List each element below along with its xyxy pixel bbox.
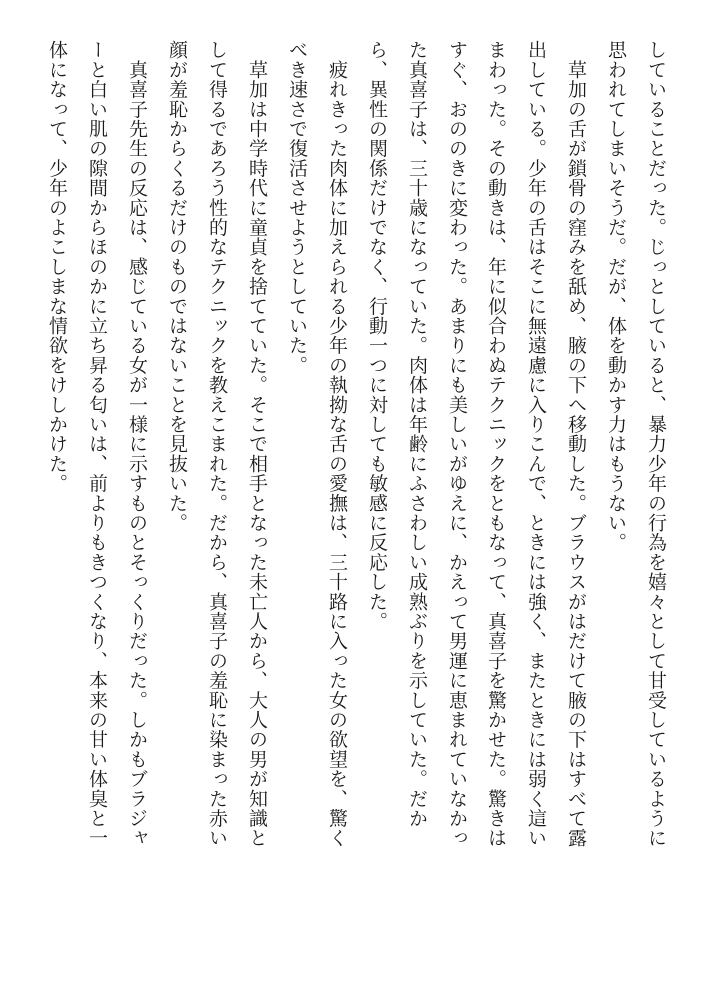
text-line: ら、異性の関係だけでなく、行動一つに対しても敏感に反応した。 (366, 40, 388, 631)
text-line: 出している。少年の舌はそこに無遠慮に入りこんで、ときには強く、またときには弱く這い (525, 40, 547, 848)
text-line: 草加は中学時代に童貞を捨てていた。そこで相手となった未亡人から、大人の男が知識と (246, 40, 268, 848)
text-line: 疲れきった肉体に加えられる少年の執拗な舌の愛撫は、三十路に入った女の欲望を、驚く (326, 40, 348, 848)
text-line: 体になって、少年のよこしまな情欲をけしかけた。 (46, 40, 68, 494)
text-line: 顔が羞恥からくるだけのものではないことを見抜いた。 (166, 40, 188, 533)
text-line: 思われてしまいそうだ。だが、体を動かす力はもうない。 (605, 40, 627, 553)
text-line: していることだった。じっとしていると、暴力少年の行為を嬉々として甘受しているように (645, 40, 667, 848)
text-line: た真喜子は、三十歳になっていた。肉体は年齢にふさわしい成熟ぶりを示していた。だか (406, 40, 428, 828)
text-line: して得るであろう性的なテクニックを教えこまれた。だから、真喜子の羞恥に染まった赤い (206, 40, 228, 848)
text-line: べき速さで復活させようとしていた。 (286, 40, 308, 375)
text-line: ーと白い肌の隙間からほのかに立ち昇る匂いは、前よりもきつくなり、本来の甘い体臭と一 (86, 40, 108, 848)
text-line: まわった。その動きは、年に似合わぬテクニックをともなって、真喜子を驚かせた。驚きは (485, 40, 507, 848)
text-line: すぐ、おののきに変わった。あまりにも美しいがゆえに、かえって男運に恵まれていなかっ (446, 40, 468, 848)
text-line: 草加の舌が鎖骨の窪みを舐め、腋の下へ移動した。ブラウスがはだけて腋の下はすべて露 (565, 40, 587, 848)
text-line: 真喜子先生の反応は、感じている女が一様に示すものとそっくりだった。しかもブラジャ (126, 40, 148, 848)
